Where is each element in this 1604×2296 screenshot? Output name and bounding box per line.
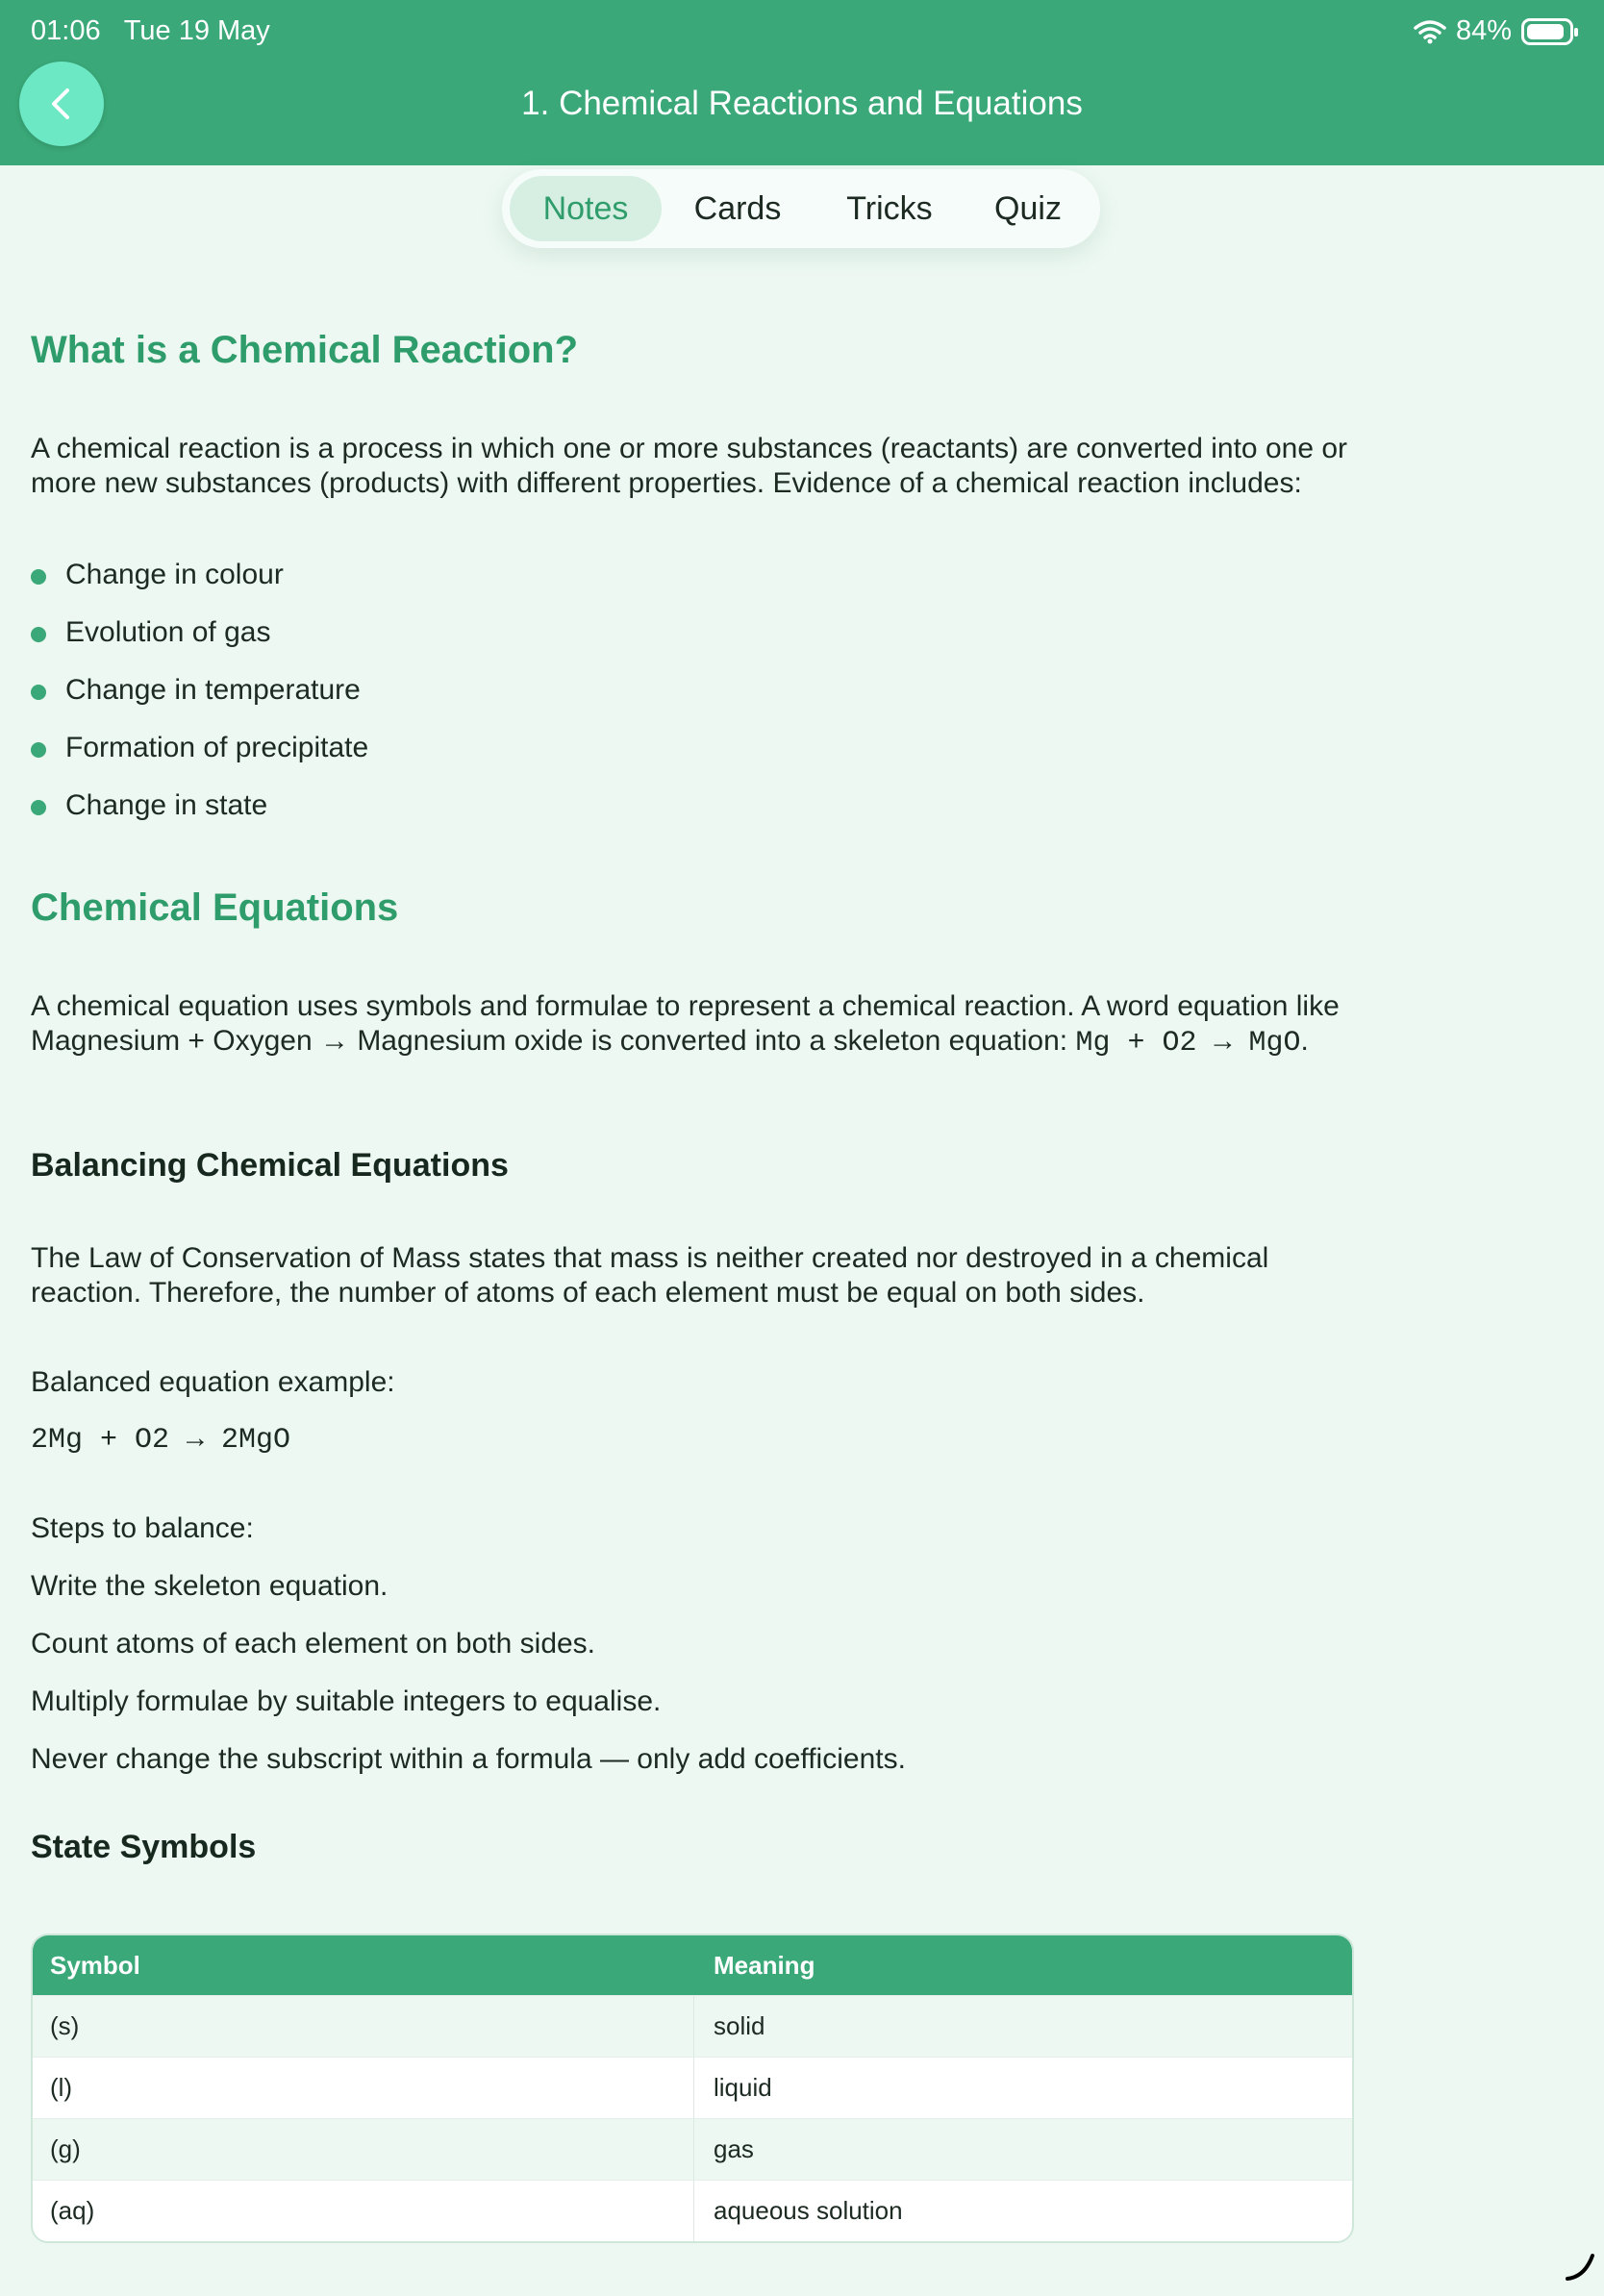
list-item-text: Change in temperature bbox=[65, 674, 361, 706]
list-item-text: Evolution of gas bbox=[65, 616, 271, 648]
meaning-cell: aqueous solution bbox=[714, 2196, 903, 2225]
date: Tue 19 May bbox=[123, 15, 270, 46]
tab-notes[interactable]: Notes bbox=[510, 176, 662, 241]
paragraph-end: . bbox=[1300, 1025, 1309, 1057]
meaning-cell: liquid bbox=[714, 2073, 772, 2102]
app-header bbox=[0, 0, 1604, 165]
meaning-cell: solid bbox=[714, 2011, 765, 2040]
list-item bbox=[31, 559, 284, 591]
page-title: 1. Chemical Reactions and Equations bbox=[521, 85, 1083, 122]
list-item-text: Change in colour bbox=[65, 559, 284, 590]
tab-bar bbox=[502, 169, 1100, 248]
column-header-meaning: Meaning bbox=[714, 1950, 815, 1980]
section-paragraph-equations bbox=[31, 989, 1358, 1061]
list-item bbox=[31, 616, 270, 649]
list-item bbox=[31, 674, 361, 707]
section-heading-equations: Chemical Equations bbox=[31, 886, 399, 929]
table-header bbox=[33, 1935, 1352, 1995]
symbol-cell: (s) bbox=[33, 1996, 694, 2057]
meaning-cell: gas bbox=[714, 2134, 754, 2163]
bullet-icon bbox=[31, 742, 46, 758]
bullet-icon bbox=[31, 627, 46, 642]
table-row bbox=[33, 2118, 1352, 2180]
clock: 01:06 bbox=[31, 15, 101, 46]
bullet-icon bbox=[31, 569, 46, 585]
wifi-icon bbox=[1414, 19, 1446, 44]
list-item bbox=[31, 789, 267, 822]
paragraph-conservation: The Law of Conservation of Mass states that mass is neither created nor destroyed in a chemical reaction. Therefore, the number of atoms of each element must be equal on both sides. bbox=[31, 1242, 1269, 1309]
battery-percent: 84% bbox=[1455, 15, 1512, 46]
balanced-equation: 2Mg + O2 → 2MgO bbox=[31, 1424, 291, 1457]
symbol-cell: (l) bbox=[33, 2058, 694, 2118]
step-item: Write the skeleton equation. bbox=[31, 1570, 388, 1602]
tab-quiz[interactable]: Quiz bbox=[994, 189, 1062, 227]
status-bar bbox=[0, 0, 1604, 62]
subheading-balancing: Balancing Chemical Equations bbox=[31, 1147, 509, 1184]
bullet-icon bbox=[31, 800, 46, 815]
table-row bbox=[33, 2180, 1352, 2241]
bullet-icon bbox=[31, 685, 46, 700]
list-item-text: Formation of precipitate bbox=[65, 732, 369, 763]
list-item-text: Change in state bbox=[65, 789, 268, 821]
step-item: Never change the subscript within a formula — only add coefficients. bbox=[31, 1743, 906, 1775]
symbol-cell: (aq) bbox=[33, 2181, 694, 2241]
skeleton-equation: Mg + O2 → MgO bbox=[1075, 1027, 1301, 1060]
subheading-state-symbols: State Symbols bbox=[31, 1829, 257, 1865]
step-item: Multiply formulae by suitable integers to equalise. bbox=[31, 1685, 662, 1717]
steps-label: Steps to balance: bbox=[31, 1512, 254, 1544]
tab-cards[interactable]: Cards bbox=[693, 189, 782, 227]
tab-tricks[interactable]: Tricks bbox=[846, 189, 933, 227]
section-paragraph-reaction: A chemical reaction is a process in which one or more substances (reactants) are converted into one or more new substances (products) with different properties. Evidence of a chemical reaction includes: bbox=[31, 433, 1348, 499]
list-item bbox=[31, 732, 368, 764]
status-time bbox=[31, 15, 270, 47]
state-symbols-table bbox=[31, 1934, 1354, 2243]
column-header-symbol: Symbol bbox=[50, 1950, 140, 1980]
paragraph-text: A chemical equation uses symbols and formulae to represent a chemical reaction. A word equation like Magnesium + Oxygen → Magnesium oxide is converted into a skeleton equation: bbox=[31, 990, 1340, 1057]
resize-handle-icon[interactable] bbox=[1564, 2250, 1596, 2283]
symbol-cell: (g) bbox=[33, 2119, 694, 2180]
example-label: Balanced equation example: bbox=[31, 1366, 395, 1398]
step-item: Count atoms of each element on both sides. bbox=[31, 1628, 596, 1660]
table-row bbox=[33, 2057, 1352, 2118]
status-indicators bbox=[1414, 15, 1573, 47]
battery-icon bbox=[1521, 18, 1573, 45]
section-heading-reaction: What is a Chemical Reaction? bbox=[31, 329, 579, 371]
table-row bbox=[33, 1995, 1352, 2057]
